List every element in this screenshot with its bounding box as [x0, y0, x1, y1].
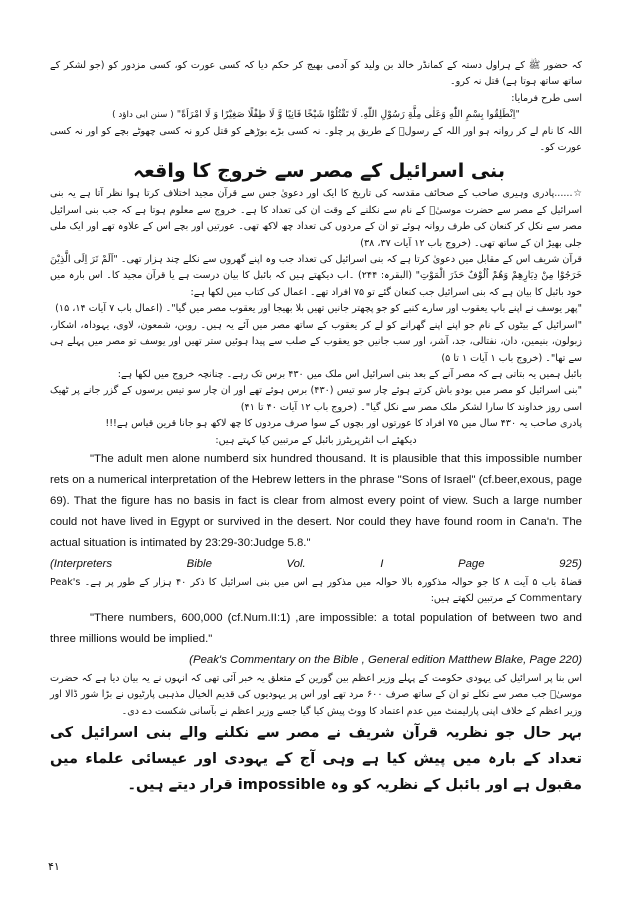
urdu-paragraph: قرآن شریف اس کے مقابل میں دعویٰ کرتا ہے کہ بنی اسرائیل کی تعداد جب وہ اپنے گھروں سے نکلے چند ہزار تھی۔ "اَلَمْ تَرَ اِلَى الَّذِيْنَ خَرَجُوْا مِنْ دِيَارِهِمْ وَهُمْ اُلُوْفٌ حَذَرَ الْمَوْتِ" (البقرہ: ۲۴۴) ۔اب دیکھتے ہیں کہ بائبل کا بیان درست ہے یا قرآن مجید کا۔ اس بارہ میں خود بائبل کا بیان ہے کہ بنی اسرائیل جب کنعان گئے تو ۷۵ افراد تھے۔ اعمال کی کتاب میں لکھا ہے:: [50, 254, 582, 298]
urdu-paragraph: "اسرائیل کے بیٹوں کے نام جو اپنے اپنے گھرانے کو لے کر یعقوب کے ساتھ مصر میں آئے یہ ہیں۔ روبن، شمعون، لاوی، یہوداہ، اشکار، زبولون، بنیمین، دان، نفتالی، جد، آشر، اور سب جانیں جو یعقوب کے صلب سے پیدا ہوئیں ستر تھیں اور یوسف تو مصر میں پہلے ہی سے تھا"۔ (خروج باب ۱ آیات ۱ تا ۵): [50, 319, 582, 364]
hadith-reference: ( سنن ابی داؤد ): [112, 110, 174, 121]
urdu-body: [0, 186, 638, 449]
citation-part: Vol.: [286, 557, 306, 570]
urdu-mid-paragraph: قضاۃ باب ۵ آیت ۸ کا جو حوالہ مذکورہ بالا حوالہ میں مذکور ہے اس میں بنی اسرائیل کا ذکر ۴۰ ہزار کے طور پر ہے۔ Peak's Commentary کے مرتبین لکھتے ہیں:: [50, 576, 582, 605]
hadith-arabic: "اِنْطَلِقُوا بِسْمِ اللّٰهِ وَعَلٰی مِلَّةِ رَسُوْلِ اللّٰهِ. لَا تَقْتُلُوْا شَيْخًا فَانِيًا وَّ لَا طِفْلًا صَغِيْرًا وَ لَا امْرَاَةً": [176, 109, 520, 121]
urdu-paragraph: بائبل ہمیں یہ بتاتی ہے کہ مصر آنے کے بعد بنی اسرائیل اس ملک میں ۴۳۰ برس تک رہے۔ چنانچہ خروج میں لکھا ہے:: [117, 368, 582, 380]
urdu-paragraph: ☆......پادری وہیری صاحب کے صحائف مقدسہ کی تاریخ کا ایک اور دعویٰ جس سے قرآن مجید اختلاف کرتا ہوا نظر آتا ہے یہ بنی اسرائیل کے مصر سے حضرت موسیٰؑ کے نام سے نکلنے کے وقت ان کی تعداد کا ہے۔ خروج سے معلوم ہوتا ہے کہ جب بنی اسرائیل مصر سے نکل کر کنعان کی طرف روانہ ہوئے تو ان کے مردوں کی تعداد چھ لاکھ تھی۔ عورتیں اور بچے اس کے علاوہ تھے اور ایک ملی جلی بھیڑ ان کے ساتھ تھی۔ (خروج باب ۱۲ آیات ۳۷، ۳۸): [50, 188, 582, 249]
citation-part: I: [380, 557, 384, 570]
urdu-paragraph: "بنی اسرائیل کو مصر میں بودو باش کرتے ہوئے چار سو تیس (۴۳۰) برس ہوئے تھے اور ان چار سو تیس برسوں کے گزر جانے پر ٹھیک اسی روز خداوند کا سارا لشکر ملک مصر سے نکل گیا"۔ (خروج باب ۱۲ آیات ۴۰ تا ۴۱): [50, 385, 583, 413]
citation-part: 925): [559, 557, 582, 570]
intro-line-2: اسی طرح فرمایا:: [511, 92, 582, 104]
quote-citation-interpreters: [0, 554, 638, 575]
page-number: ۴۱: [48, 860, 60, 873]
urdu-last-paragraph: اس بنا پر اسرائیل کی یہودی حکومت کے پہلے وزیر اعظم بین گورین کے متعلق یہ خبر آئی تھی کہ انہوں نے یہ بیان دیا ہے کہ حضرت موسیٰؑ جب مصر سے نکلے تو ان کے ساتھ صرف ۶۰۰ مرد تھے اور اس پر یہودیوں کی قدیم الخیال مذہبی پارٹیوں نے بڑا شور ڈالا اور وزیر اعظم کے خلاف اپنی پارلیمنٹ میں عدم اعتماد کا ووٹ پیش کیا گیا جسے وزیر اعظم نے بآسانی شکست دے دی۔: [50, 672, 582, 717]
quote-citation-peaks: (Peak's Commentary on the Bible , General edition Matthew Blake, Page 220): [189, 653, 582, 666]
citation-part: (Interpreters: [50, 557, 113, 570]
intro-line: کہ حضور ﷺ کے ہراول دستہ کے کمانڈر خالد بن ولید کو آدمی بھیج کر حکم دیا کہ کسی عورت کو، کسی مزدور کو (جو لشکر کے ساتھ ساتھ ہوتا ہے) قتل نہ کرو۔: [50, 60, 582, 88]
intro-block: [0, 58, 638, 798]
urdu-paragraph: "پھر یوسف نے اپنے باپ یعقوب اور سارے کنبے کو جو پچھتر جانیں تھیں بلا بھیجا اور یعقوب مصر میں گیا"۔ (اعمال باب ۷ آیات ۱۴، ۱۵): [55, 303, 582, 315]
english-quote-peaks: "There numbers, 600,000 (cf.Num.II:1) ,are impossible: a total population of between two and three millions would be implied.": [50, 611, 582, 645]
hadith-text: [0, 107, 638, 123]
hadith-translation: اللہ کا نام لے کر روانہ ہو اور اللہ کے رسولؐ کے طریق پر چلو۔ نہ کسی بڑے بوڑھے کو قتل کرو نہ کسی چھوٹے بچے کو اور نہ کسی عورت کو۔: [50, 125, 582, 154]
urdu-paragraph: دیکھئے اب انٹرپریٹرز بائبل کے مرتبین کیا کہتے ہیں:: [215, 434, 417, 446]
section-heading: بنی اسرائیل کے مصر سے خروج کا واقعہ: [133, 160, 505, 183]
citation-part: Page: [457, 557, 485, 570]
citation-part: Bible: [186, 557, 212, 570]
english-quote-interpreters: "The adult men alone numberd six hundred thousand. It is plausible that this impossible number rets on a numerical interpretation of the Hebrew letters in the phrase "Sons of Israel" (cf.beer,exous, page 69). That the figure has no basis in fact is clear from almost every point of view. Such a large number could not have lived in Egypt or survived in the desert. Nor could they have found room in Cana'n. The actual situation is intimated by 23:29-30:Judge 5.8.": [50, 452, 582, 549]
urdu-paragraph: پادری صاحب یہ ۴۳۰ سال میں ۷۵ افراد کا عورتوں اور بچوں کے سوا صرف مردوں کا چھ لاکھ ہو جانا قرین قیاس ہے!!!: [105, 418, 582, 430]
conclusion-paragraph: بہر حال جو نظریہ قرآن شریف نے مصر سے نکلنے والے بنی اسرائیل کی تعداد کے بارہ میں پیش کیا ہے وہی آج کے یہودی اور عیسائی علماء میں مقبول ہے اور بائبل کے نظریہ کو وہ impossible قرار دیتے ہیں۔: [50, 724, 582, 793]
